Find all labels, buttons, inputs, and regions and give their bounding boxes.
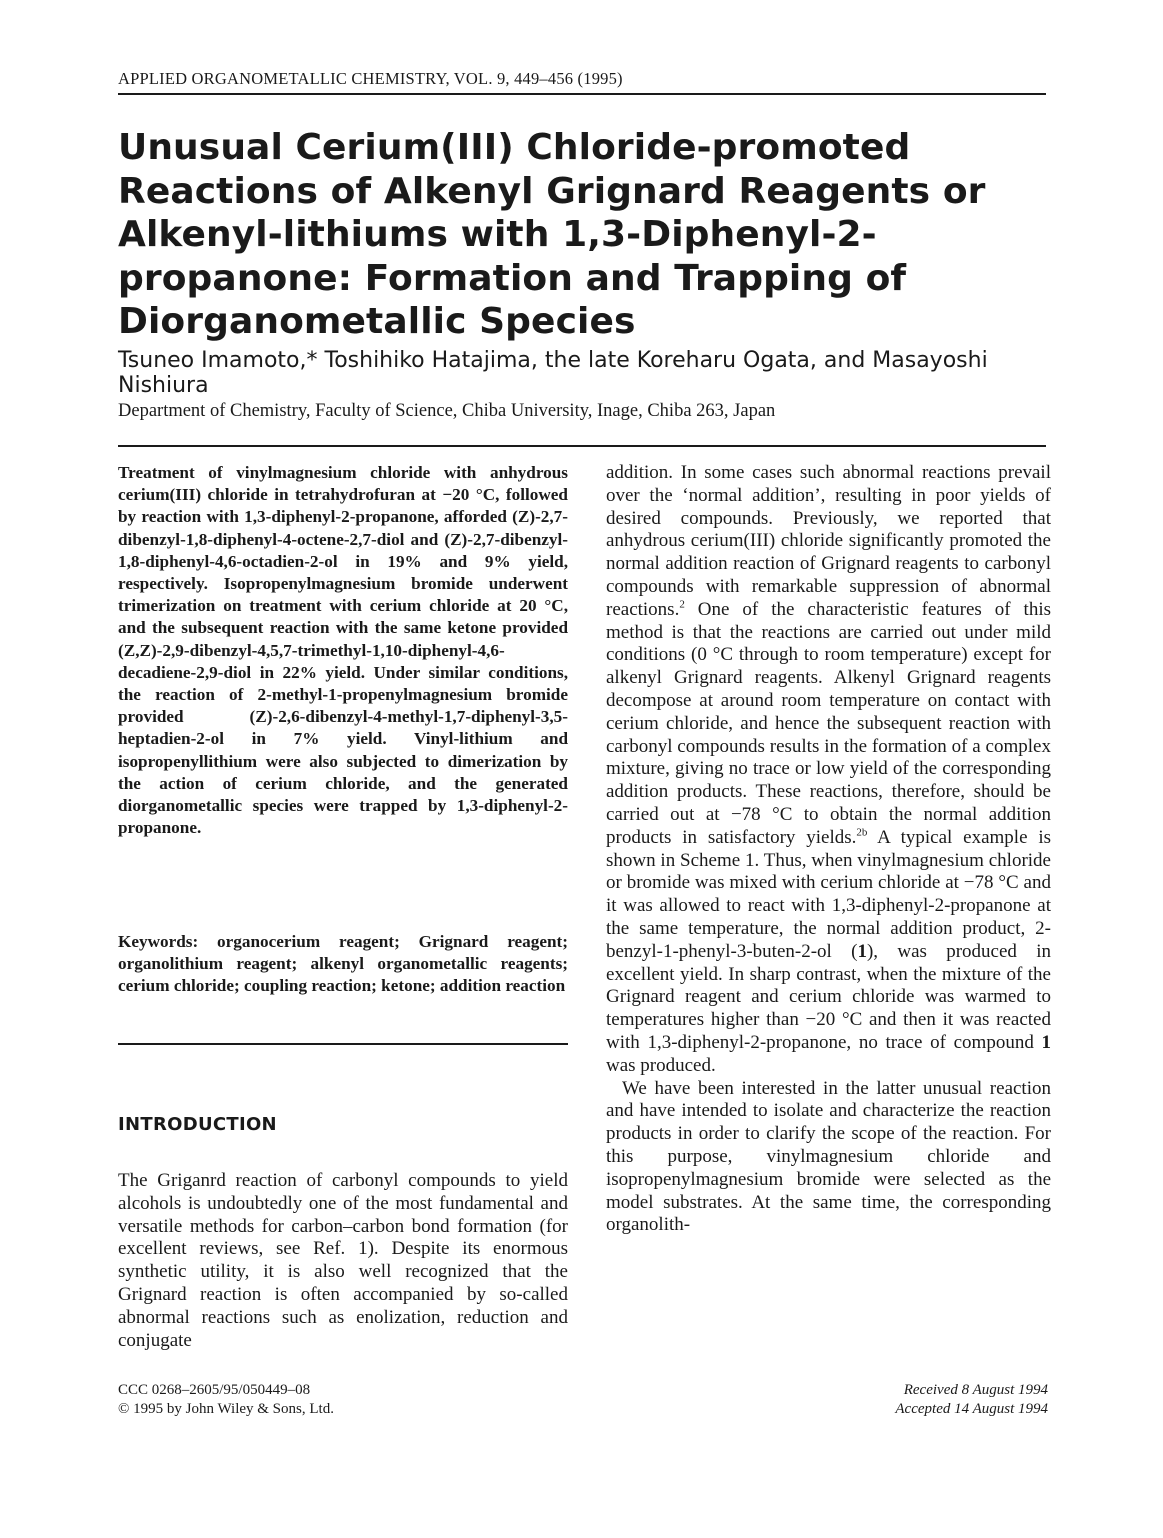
intro-paragraph-2: We have been interested in the latter unusual reaction and have intended to isolate and characterize the reaction products in order to clarify the scope of the reaction. For this purpose, vinylmagnesium chloride and isopropenylmagnesium bromide were selected as the model substrates. At the same time, the corresponding organolith- <box>606 1077 1051 1236</box>
affiliation: Department of Chemistry, Faculty of Science, Chiba University, Inage, Chiba 263, Japan <box>118 401 776 421</box>
abstract: Treatment of vinylmagnesium chloride with anhydrous cerium(III) chloride in tetrahydrofuran at −20 °C, followed by reaction with 1,3-diphenyl-2-propanone, afforded (Z)-2,7-dibenzyl-1,8-diphenyl-4-octene-2,7-diol and (Z)-2,7-dibenzyl-1,8-diphenyl-4,6-octadien-2-ol in 19% and 9% yield, respectively. Isopropenylmagnesium bromide underwent trimerization on treatment with cerium chloride at 20 °C, and the subsequent reaction with the same ketone provided (Z,Z)-2,9-dibenzyl-4,5,7-trimethyl-1,10-diphenyl-4,6-decadiene-2,9-diol in 22% yield. Under similar conditions, the reaction of 2-methyl-1-propenylmagnesium bromide provided (Z)-2,6-dibenzyl-4-methyl-1,7-diphenyl-3,5-heptadien-2-ol in 7% yield. Vinyl-lithium and isopropenyllithium were also subjected to dimerization by the action of cerium chloride, and the generated diorganometallic species were trapped by 1,3-diphenyl-2-propanone. <box>118 463 568 838</box>
compound-number: 1 <box>1041 1031 1051 1053</box>
footer-dates <box>830 1381 1048 1419</box>
text-run: ), was produced in excellent yield. In sharp contrast, when the mixture of the Grignard reagent and cerium chloride was warmed to temperatures higher than −20 °C and then it was reacted with 1,3-diphenyl-2-propanone, no trace of compound <box>606 940 1051 1053</box>
article-title: Unusual Cerium(III) Chloride-promoted Reactions of Alkenyl Grignard Reagents or Alkenyl-lithiums with 1,3-Diphenyl-2-propanone: Formation and Trapping of Diorganometallic Species <box>118 127 986 342</box>
section-heading-introduction: INTRODUCTION <box>118 1114 277 1135</box>
compound-number: 1 <box>857 940 867 962</box>
ccc-code: CCC 0268–2605/95/050449–08 <box>118 1382 311 1398</box>
intro-paragraph-continued <box>606 462 1051 1078</box>
title-rule <box>118 445 1046 447</box>
right-column <box>606 462 1051 1237</box>
accepted-date: Accepted 14 August 1994 <box>895 1401 1048 1417</box>
copyright-line: © 1995 by John Wiley & Sons, Ltd. <box>118 1401 334 1417</box>
keywords: Keywords: organocerium reagent; Grignard reagent; organolithium reagent; alkenyl organometallic reagents; cerium chloride; coupling reaction; ketone; addition reaction <box>118 932 568 996</box>
running-head: APPLIED ORGANOMETALLIC CHEMISTRY, VOL. 9, 449–456 (1995) <box>118 69 623 88</box>
citation-superscript: 2b <box>856 826 868 839</box>
abstract-rule <box>118 1043 568 1045</box>
intro-paragraph: The Griganrd reaction of carbonyl compounds to yield alcohols is undoubtedly one of the most fundamental and versatile methods for carbon–carbon bond formation (for excellent reviews, see Ref. 1). Despite its enormous synthetic utility, it is also well recognized that the Grignard reaction is often accompanied by so-called abnormal reactions such as enolization, reduction and conjugate <box>118 1170 568 1351</box>
text-run: One of the characteristic features of this method is that the reactions are carried out under mild conditions (0 °C through to room temperature) except for alkenyl Grignard reagents. Alkenyl Grignard reagents decompose at around room temperature on contact with cerium chloride, and hence the subsequent reaction with carbonyl compounds results in the formation of a complex mixture, giving no trace or low yield of the corresponding addition products. These reactions, therefore, should be carried out at −78 °C to obtain the normal addition products in satisfactory yields. <box>606 598 1051 848</box>
text-run: addition. In some cases such abnormal reactions prevail over the ‘normal addition’, resulting in poor yields of desired compounds. Previously, we reported that anhydrous cerium(III) chloride significantly promoted the normal addition reaction of Grignard reagents to carbonyl compounds with remarkable suppression of abnormal reactions. <box>606 462 1051 620</box>
footer-copyright <box>118 1381 334 1419</box>
text-run: A typical example is shown in Scheme 1. Thus, when vinylmagnesium chloride or bromide was mixed with cerium chloride at −78 °C and it was allowed to react with 1,3-diphenyl-2-propanone at the same temperature, the normal addition product, 2-benzyl-1-phenyl-3-buten-2-ol ( <box>606 826 1051 962</box>
author-list: Tsuneo Imamoto,* Toshihiko Hatajima, the late Koreharu Ogata, and Masayoshi Nishiura <box>118 348 988 398</box>
received-date: Received 8 August 1994 <box>903 1382 1048 1398</box>
header-rule <box>118 93 1046 95</box>
citation-superscript: 2 <box>679 598 685 611</box>
text-run: was produced. <box>606 1054 716 1076</box>
